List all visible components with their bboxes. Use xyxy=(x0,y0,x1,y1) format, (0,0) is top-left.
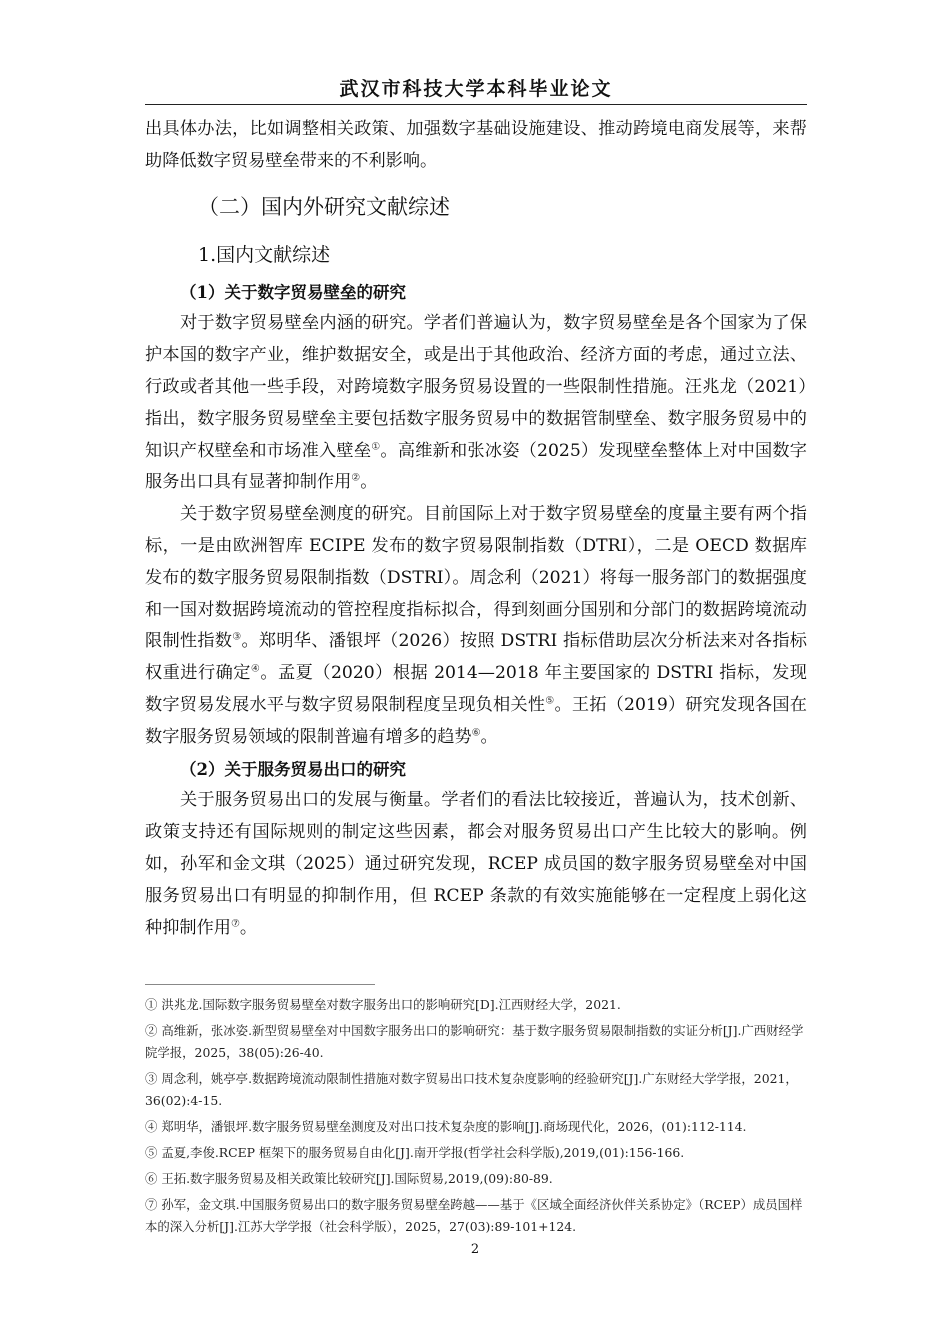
body-text xyxy=(145,114,807,944)
subsubsection-heading-barriers: （1）关于数字贸易壁垒的研究 xyxy=(180,282,406,302)
text-run: 。孟夏（2020）根据 2014—2018 年主要国家的 DSTRI 指标，发现数字贸易发展水平与数字贸易限制程度呈现负相关性 xyxy=(145,663,807,715)
subsubsection-heading-exports: （2）关于服务贸易出口的研究 xyxy=(180,759,406,779)
header-rule xyxy=(145,104,807,105)
footnote-ref[interactable]: ⑤ xyxy=(545,695,555,707)
footnote-separator xyxy=(145,984,375,985)
paragraph-barrier-connotation xyxy=(145,308,807,499)
footnote-ref[interactable]: ③ xyxy=(232,631,242,643)
footnote-5: ⑤ 孟夏,李俊.RCEP 框架下的服务贸易自由化[J].南开学报(哲学社会科学版),2019,(01):156-166. xyxy=(145,1145,685,1160)
footnote-4: ④ 郑明华，潘银坪.数字服务贸易壁垒测度及对出口技术复杂度的影响[J].商场现代化，2026，(01):112-114. xyxy=(145,1119,747,1134)
footnotes xyxy=(145,994,807,1242)
footnote-6: ⑥ 王拓.数字服务贸易及相关政策比较研究[J].国际贸易,2019,(09):80-89. xyxy=(145,1171,553,1186)
paragraph-service-exports xyxy=(145,785,807,944)
text-run: 对于数字贸易壁垒内涵的研究。学者们普遍认为，数字贸易壁垒是各个国家为了保护本国的数字产业，维护数据安全，或是出于其他政治、经济方面的考虑，通过立法、行政或者其他一些手段，对跨境数字服务贸易设置的一些限制性措施。汪兆龙（2021）指出，数字服务贸易壁垒主要包括数字服务贸易中的数据管制壁垒、数字服务贸易中的知识产权壁垒和市场准入壁垒 xyxy=(145,313,807,461)
subsection-heading: 1.国内文献综述 xyxy=(198,243,331,266)
text-run: 关于服务贸易出口的发展与衡量。学者们的看法比较接近，普遍认为，技术创新、政策支持还有国际规则的制定这些因素，都会对服务贸易出口产生比较大的影响。例如，孙军和金文琪（2025）通过研究发现，RCEP 成员国的数字服务贸易壁垒对中国服务贸易出口有明显的抑制作用，但 RCEP 条款的有效实施能够在一定程度上弱化这种抑制作用 xyxy=(145,790,807,938)
footnote-ref[interactable]: ② xyxy=(351,472,361,484)
paragraph-barrier-measurement xyxy=(145,499,807,753)
footnote-ref[interactable]: ① xyxy=(371,440,381,452)
running-header: 武汉市科技大学本科毕业论文 xyxy=(339,78,613,100)
text-run: 。 xyxy=(480,726,498,747)
text-run: 。高维新和张冰姿（2025）发现壁垒整体上对中国数字服务出口具有显著抑制作用 xyxy=(145,440,807,493)
paragraph-continuation: 出具体办法，比如调整相关政策、加强数字基础设施建设、推动跨境电商发展等，来帮助降低数字贸易壁垒带来的不利影响。 xyxy=(145,119,807,171)
text-run: 关于数字贸易壁垒测度的研究。目前国际上对于数字贸易壁垒的度量主要有两个指标，一是由欧洲智库 ECIPE 发布的数字贸易限制指数（DTRI），二是 OECD 数据库发布的数字服务贸易限制指数（DSTRI）。周念利（2021）将每一服务部门的数据强度和一国对数据跨境流动的管控程度指标拟合，得到刻画分国别和分部门的数据跨境流动限制性指数 xyxy=(145,504,807,652)
footnote-7: ⑦ 孙军，金文琪.中国服务贸易出口的数字服务贸易壁垒跨越——基于《区域全面经济伙伴关系协定》（RCEP）成员国样本的深入分析[J].江苏大学学报（社会科学版），2025，27(03):89-101+124. xyxy=(145,1197,803,1234)
footnote-ref[interactable]: ⑦ xyxy=(230,917,240,929)
page-number: 2 xyxy=(470,1242,480,1257)
text-run: 。王拓（2019）研究发现各国在数字服务贸易领域的限制普遍有增多的趋势 xyxy=(145,694,807,747)
footnote-1: ① 洪兆龙.国际数字服务贸易壁垒对数字服务出口的影响研究[D].江西财经大学，2021. xyxy=(145,997,621,1012)
footnote-3: ③ 周念利，姚亭亭.数据跨境流动限制性措施对数字贸易出口技术复杂度影响的经验研究[J].广东财经大学学报，2021，36(02):4-15. xyxy=(145,1071,798,1108)
footnote-ref[interactable]: ⑥ xyxy=(471,727,481,739)
section-heading: （二）国内外研究文献综述 xyxy=(198,194,450,219)
text-run: 。郑明华、潘银坪（2026）按照 DSTRI 指标借助层次分析法来对各指标权重进行确定 xyxy=(145,631,807,684)
footnote-ref[interactable]: ④ xyxy=(250,663,261,675)
text-run: 。 xyxy=(360,472,378,493)
footnote-2: ② 高维新，张冰姿.新型贸易壁垒对中国数字服务出口的影响研究：基于数字服务贸易限制指数的实证分析[J].广西财经学院学报，2025，38(05):26-40. xyxy=(145,1023,804,1060)
text-run: 。 xyxy=(239,917,258,938)
